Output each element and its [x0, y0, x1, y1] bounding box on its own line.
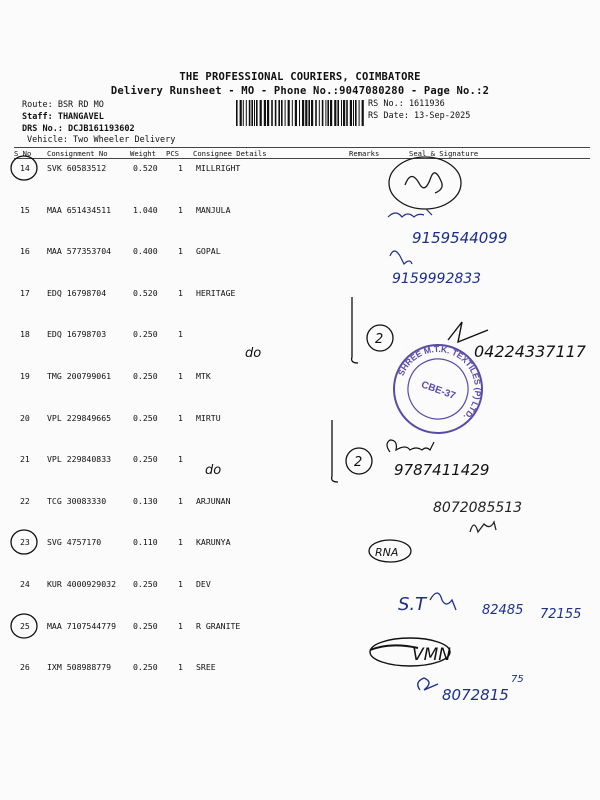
row-sno: 26 [20, 662, 30, 673]
row-sno: 19 [20, 371, 30, 381]
table-row [0, 413, 600, 453]
row-consignment-no: VPL 229849665 [47, 412, 112, 423]
row-weight: 1.040 [133, 204, 158, 215]
row-pcs: 1 [178, 412, 183, 423]
row-consignee: R GRANITE [196, 620, 241, 631]
row-consignment-no: MAA 651434511 [47, 204, 112, 215]
row-weight: 0.250 [133, 412, 158, 423]
row-weight: 0.250 [133, 329, 158, 340]
table-row [0, 205, 600, 245]
table-row [0, 537, 600, 577]
row-weight: 0.250 [133, 620, 158, 631]
row-pcs: 1 [178, 246, 183, 257]
table-row [0, 371, 600, 411]
table-row [0, 621, 600, 661]
row-consignment-no: TMG 200799061 [47, 371, 112, 381]
col-consignee: Consignee Details [193, 149, 267, 158]
row-consignment-no: SVG 4757170 [47, 537, 102, 548]
col-seal: Seal & Signature [409, 149, 479, 158]
row-pcs: 1 [178, 329, 183, 340]
signature-23: RNA [375, 546, 399, 559]
route-label: Route: BSR RD MO [22, 100, 104, 110]
company-title: THE PROFESSIONAL COURIERS, COIMBATORE [179, 71, 421, 83]
row-sno: 17 [20, 287, 30, 298]
row-consignment-no: MAA 7107544779 [47, 620, 117, 631]
row-consignment-no: MAA 577353704 [47, 246, 112, 257]
row-sno: 18 [20, 329, 30, 340]
row-consignment-no: EDQ 16798704 [47, 287, 107, 298]
signature-24b: 82485 [482, 603, 524, 618]
row-weight: 0.250 [133, 371, 158, 381]
table-row [0, 246, 600, 286]
phone-26: 8072815 [442, 686, 509, 704]
row-consignee: MILLRIGHT [196, 163, 241, 173]
row-consignee: MANJULA [196, 204, 231, 215]
row-consignee: DEV [196, 579, 211, 589]
row-weight: 0.110 [133, 537, 158, 548]
phone-18: 04224337117 [474, 342, 586, 361]
header-rule-top [14, 147, 590, 148]
row-circle-mark [9, 153, 39, 183]
svg-text:SHREE M.T.K. TEXTILES (P) LTD.: SHREE M.T.K. TEXTILES (P) LTD. [395, 343, 484, 422]
barcode [236, 100, 364, 126]
row-consignee: MTK [196, 371, 211, 381]
drs-label: DRS No.: DCJB161193602 [22, 124, 135, 134]
col-consignment: Consignment No [47, 149, 108, 158]
do-18: do [245, 346, 262, 361]
phone-22: 8072085513 [433, 500, 523, 516]
row-pcs: 1 [178, 537, 183, 548]
num-18: 2 [375, 332, 384, 347]
row-consignment-no: IXM 508988779 [47, 662, 112, 673]
phone-21: 9787411429 [394, 461, 490, 479]
signature-24a: S.T [398, 594, 427, 615]
row-weight: 0.520 [133, 287, 158, 298]
row-sno: 16 [20, 246, 30, 257]
runsheet-title: Delivery Runsheet - MO - Phone No.:9047080280 - Page No.:2 [110, 85, 490, 97]
row-consignment-no: KUR 4000929032 [47, 579, 117, 589]
row-weight: 0.250 [133, 579, 158, 589]
phone-26-sup: 75 [511, 674, 524, 685]
row-sno: 23 [20, 537, 30, 548]
row-pcs: 1 [178, 579, 183, 589]
row-weight: 0.130 [133, 495, 158, 506]
col-pcs: PCS [166, 149, 179, 158]
table-row [0, 288, 600, 328]
row-consignee: HERITAGE [196, 287, 236, 298]
row-weight: 0.250 [133, 662, 158, 673]
row-sno: 22 [20, 495, 30, 506]
col-sno: S No [14, 149, 32, 158]
table-row [0, 579, 600, 619]
rs-number: RS No.: 1611936 [368, 99, 445, 109]
vehicle-label: Vehicle: Two Wheeler Delivery [27, 135, 176, 145]
row-consignment-no: SVK 60583512 [47, 163, 107, 173]
table-row [0, 662, 600, 702]
row-pcs: 1 [178, 620, 183, 631]
row-sno: 20 [20, 412, 30, 423]
row-circle-mark [9, 527, 39, 557]
row-sno: 24 [20, 579, 30, 589]
row-consignee: SREE [196, 662, 216, 673]
row-sno: 21 [20, 454, 30, 465]
svg-text:CBE-37: CBE-37 [419, 379, 457, 402]
phone-16: 9159992833 [392, 271, 482, 287]
do-21: do [205, 463, 222, 478]
staff-label: Staff: THANGAVEL [22, 112, 104, 122]
row-consignment-no: VPL 229840833 [47, 454, 112, 465]
row-pcs: 1 [178, 163, 183, 173]
header-rule-bottom [14, 158, 590, 159]
num-21: 2 [354, 455, 363, 470]
table-row [0, 329, 600, 369]
row-sno: 14 [20, 163, 30, 173]
row-sno: 15 [20, 204, 30, 215]
signature-25: VMN [412, 645, 452, 665]
col-remarks: Remarks [349, 149, 380, 158]
row-pcs: 1 [178, 454, 183, 465]
row-weight: 0.250 [133, 454, 158, 465]
table-row [0, 496, 600, 536]
row-circle-mark [9, 611, 39, 641]
row-pcs: 1 [178, 204, 183, 215]
signature-24c: 72155 [540, 607, 582, 622]
row-consignment-no: TCG 30083330 [47, 495, 107, 506]
row-weight: 0.520 [133, 163, 158, 173]
row-weight: 0.400 [133, 246, 158, 257]
row-pcs: 1 [178, 495, 183, 506]
row-pcs: 1 [178, 371, 183, 381]
row-sno: 25 [20, 620, 30, 631]
table-row [0, 163, 600, 203]
row-consignee: KARUNYA [196, 537, 231, 548]
row-consignment-no: EDQ 16798703 [47, 329, 107, 340]
row-pcs: 1 [178, 662, 183, 673]
phone-15: 9159544099 [412, 229, 508, 247]
col-weight: Weight [130, 149, 156, 158]
table-row [0, 454, 600, 494]
row-pcs: 1 [178, 287, 183, 298]
row-consignee: MIRTU [196, 412, 221, 423]
row-consignee: GOPAL [196, 246, 221, 257]
rs-date: RS Date: 13-Sep-2025 [368, 111, 471, 121]
row-consignee: ARJUNAN [196, 495, 231, 506]
